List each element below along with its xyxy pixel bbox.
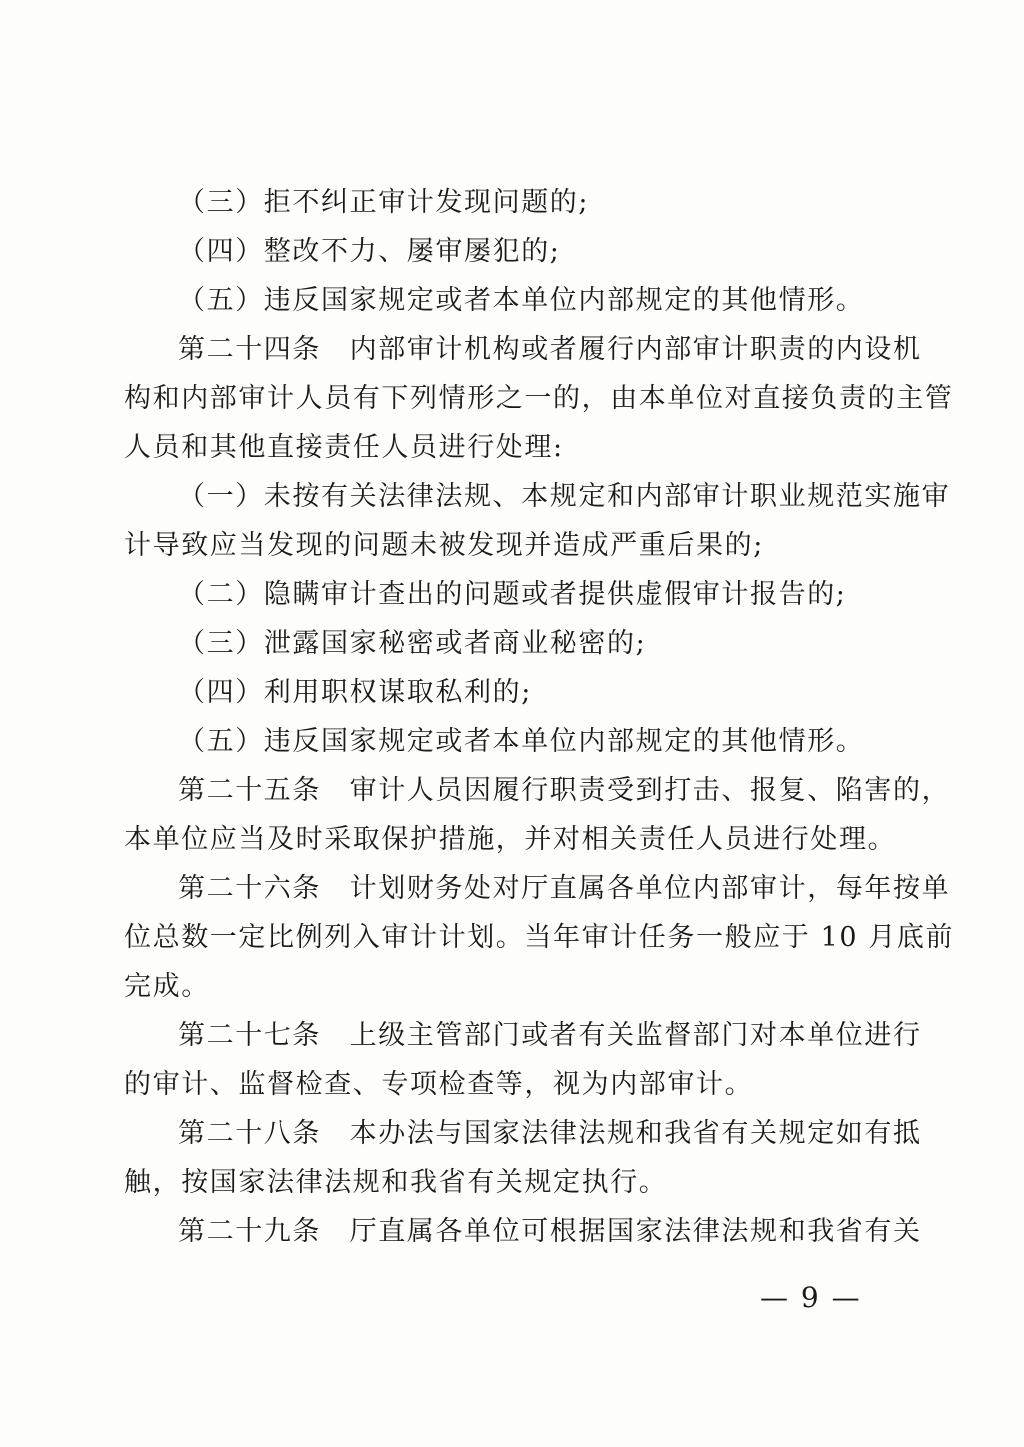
text-line: 第二十五条 审计人员因履行职责受到打击、报复、陷害的， (178, 775, 951, 806)
text-line: 人员和其他直接责任人员进行处理: (124, 432, 564, 463)
text-line: 第二十七条 上级主管部门或者有关监督部门对本单位进行 (178, 1020, 922, 1051)
text-line: 触，按国家法律法规和我省有关规定执行。 (124, 1167, 668, 1198)
text-line: （五）违反国家规定或者本单位内部规定的其他情形。 (178, 726, 865, 757)
page-number: — 9 — (760, 1281, 862, 1314)
text-line: （二）隐瞒审计查出的问题或者提供虚假审计报告的; (178, 579, 847, 610)
text-line: 位总数一定比例列入审计计划。当年审计任务一般应于 10 月底前 (124, 922, 955, 953)
text-line: （一）未按有关法律法规、本规定和内部审计职业规范实施审 (178, 481, 951, 512)
text-line: （五）违反国家规定或者本单位内部规定的其他情形。 (178, 285, 865, 316)
text-line: 第二十八条 本办法与国家法律法规和我省有关规定如有抵 (178, 1118, 922, 1149)
text-line: 本单位应当及时采取保护措施，并对相关责任人员进行处理。 (124, 824, 897, 855)
text-line: 第二十四条 内部审计机构或者履行内部审计职责的内设机 (178, 334, 922, 365)
text-line: 构和内部审计人员有下列情形之一的，由本单位对直接负责的主管 (124, 383, 954, 414)
text-line: 的审计、监督检查、专项检查等，视为内部审计。 (124, 1069, 754, 1100)
text-line: 第二十六条 计划财务处对厅直属各单位内部审计，每年按单 (178, 873, 951, 904)
text-line: （三）泄露国家秘密或者商业秘密的; (178, 628, 647, 659)
text-line: 完成。 (124, 971, 210, 1002)
text-line: （三）拒不纠正审计发现问题的; (178, 187, 590, 218)
text-line: 计导致应当发现的问题未被发现并造成严重后果的; (124, 530, 764, 561)
text-line: 第二十九条 厅直属各单位可根据国家法律法规和我省有关 (178, 1216, 922, 1247)
text-line: （四）整改不力、屡审屡犯的; (178, 236, 561, 267)
text-line: （四）利用职权谋取私利的; (178, 677, 532, 708)
